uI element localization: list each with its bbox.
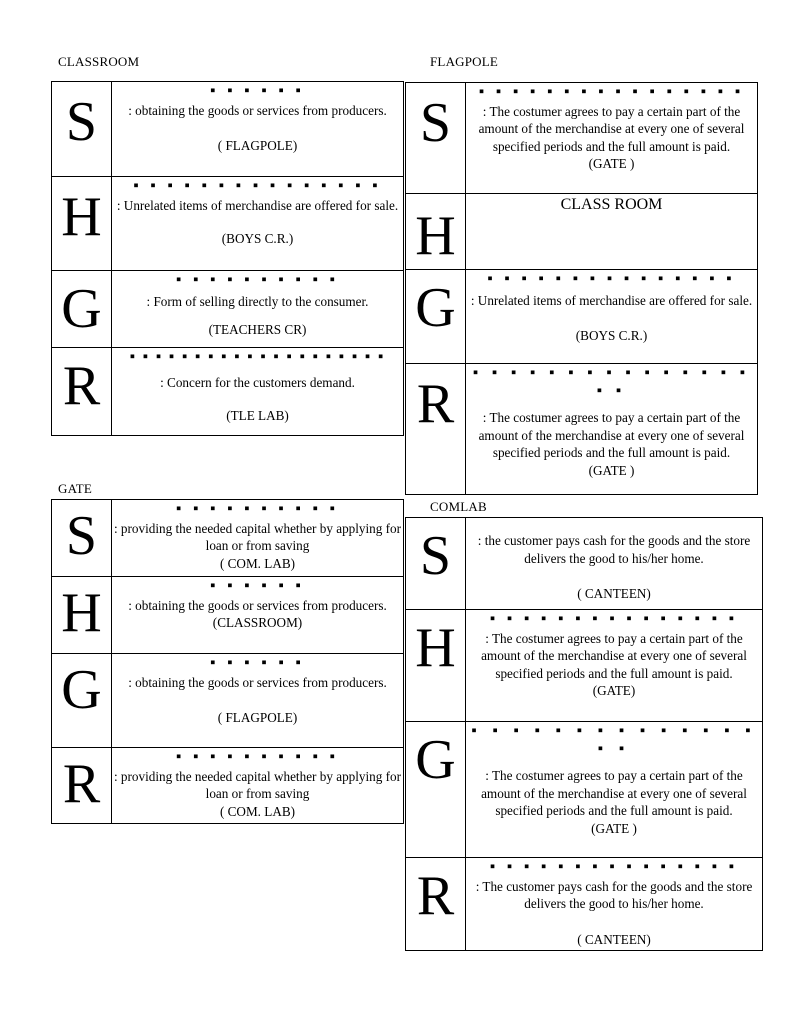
clue-text: : the customer pays cash for the goods and the store delivers the good to his/her home. <box>477 533 751 566</box>
letter-cell: S <box>52 82 112 177</box>
answer-blank-dots: ▪ ▪ ▪ ▪ ▪ ▪ ▪ ▪ ▪ ▪ ▪ ▪ ▪ ▪ ▪ <box>487 271 736 287</box>
answer-blank-dots: ▪ ▪ ▪ ▪ ▪ ▪ <box>210 83 305 99</box>
comlab-table <box>405 517 763 951</box>
clue-cell <box>112 500 404 577</box>
answer-blank-dots: ▪ ▪ ▪ ▪ ▪ ▪ <box>210 655 305 671</box>
letter-cell: S <box>52 500 112 577</box>
clue-text: : providing the needed capital whether by applying for loan or from saving <box>113 520 402 553</box>
answer-location: ( COM. LAB) <box>219 803 296 819</box>
classroom-table <box>51 81 404 436</box>
answer-blank-dots: ▪ ▪ ▪ ▪ ▪ ▪ ▪ ▪ ▪ ▪ ▪ ▪ ▪ ▪ ▪ ▪ <box>478 84 745 100</box>
clue-text: : Form of selling directly to the consumer. <box>146 293 369 309</box>
letter-cell: G <box>406 270 466 364</box>
answer-location: ( COM. LAB) <box>219 555 296 571</box>
section-title-classroom: CLASSROOM <box>58 54 140 69</box>
answer-location: (TEACHERS CR) <box>208 322 307 337</box>
clue-cell <box>112 177 404 271</box>
answer-location: (GATE) <box>592 683 636 698</box>
clue-text: : The customer pays cash for the goods and the store delivers the good to his/her home. <box>475 878 753 911</box>
answer-location: (GATE ) <box>588 462 635 478</box>
letter-cell: S <box>406 83 466 194</box>
answer-blank-dots: ▪ ▪ ▪ ▪ ▪ ▪ ▪ ▪ ▪ ▪ ▪ ▪ ▪ ▪ ▪ <box>489 859 739 875</box>
clue-text: : providing the needed capital whether by applying for loan or from saving <box>113 768 402 801</box>
answer-location: ( CANTEEN) <box>577 931 651 947</box>
clue-text: CLASS ROOM <box>560 196 663 213</box>
answer-location: (GATE ) <box>588 156 635 171</box>
letter-cell: H <box>406 194 466 270</box>
section-title-gate: GATE <box>58 481 93 496</box>
clue-text: : The costumer agrees to pay a certain part of the amount of the merchandise at every one of several specified periods and the full amount is paid. <box>478 410 745 460</box>
letter-cell: R <box>52 348 112 436</box>
letter-cell: G <box>52 654 112 748</box>
answer-blank-dots: ▪ ▪ ▪ ▪ ▪ ▪ ▪ ▪ ▪ ▪ <box>176 749 339 765</box>
clue-text: : obtaining the goods or services from producers. <box>128 597 387 613</box>
letter-cell: R <box>52 748 112 824</box>
clue-cell <box>466 722 763 858</box>
clue-cell <box>466 858 763 951</box>
clue-cell <box>466 83 758 194</box>
answer-location: (CLASSROOM) <box>212 615 303 630</box>
clue-cell <box>466 610 763 722</box>
answer-blank-dots: ▪ ▪ ▪ ▪ ▪ ▪ ▪ ▪ ▪ ▪ <box>176 272 339 288</box>
answer-blank-dots: ▪ ▪ ▪ ▪ ▪ ▪ <box>210 578 305 594</box>
answer-location: (TLE LAB) <box>226 408 289 423</box>
flagpole-table <box>405 82 758 495</box>
section-title-comlab: COMLAB <box>430 499 487 514</box>
section-title-flagpole: FLAGPOLE <box>430 54 499 69</box>
letter-cell: H <box>52 577 112 654</box>
clue-cell <box>466 270 758 364</box>
clue-cell <box>466 364 758 495</box>
answer-location: (BOYS C.R.) <box>575 328 648 343</box>
answer-location: ( CANTEEN) <box>577 586 651 601</box>
clue-text: : The costumer agrees to pay a certain part of the amount of the merchandise at every one of several specified periods and the full amount is paid. <box>478 103 745 154</box>
answer-location: (GATE ) <box>591 820 637 836</box>
clue-cell <box>466 194 758 270</box>
letter-cell: G <box>406 722 466 858</box>
clue-cell <box>112 348 404 436</box>
clue-text: : Concern for the customers demand. <box>160 374 355 390</box>
clue-cell <box>112 271 404 348</box>
letter-cell: H <box>406 610 466 722</box>
answer-location: ( FLAGPOLE) <box>217 138 298 153</box>
clue-cell <box>112 82 404 177</box>
clue-cell <box>112 654 404 748</box>
clue-cell <box>112 577 404 654</box>
letter-cell: R <box>406 364 466 495</box>
clue-text: : The costumer agrees to pay a certain part of the amount of the merchandise at every one of several specified periods and the full amount is paid. <box>481 768 747 818</box>
answer-blank-dots: ▪ ▪ ▪ ▪ ▪ ▪ ▪ ▪ ▪ ▪ ▪ ▪ ▪ ▪ ▪ ▪ <box>471 723 757 757</box>
answer-location: ( FLAGPOLE) <box>217 710 298 725</box>
letter-cell: G <box>52 271 112 348</box>
clue-text: : Unrelated items of merchandise are offered for sale. <box>116 197 399 213</box>
clue-text: : obtaining the goods or services from producers. <box>128 674 387 690</box>
answer-blank-dots: ▪ ▪ ▪ ▪ ▪ ▪ ▪ ▪ ▪ ▪ ▪ ▪ ▪ ▪ ▪ <box>489 611 739 627</box>
clue-text: : The costumer agrees to pay a certain part of the amount of the merchandise at every one of several specified periods and the full amount is paid. <box>481 630 747 681</box>
answer-blank-dots: ▪ ▪ ▪ ▪ ▪ ▪ ▪ ▪ ▪ ▪ ▪ ▪ ▪ ▪ ▪ ▪ ▪ ▪ ▪ ▪ <box>129 349 386 365</box>
answer-blank-dots: ▪ ▪ ▪ ▪ ▪ ▪ ▪ ▪ ▪ ▪ ▪ ▪ ▪ ▪ ▪ ▪ ▪ <box>472 365 751 399</box>
letter-cell: H <box>52 177 112 271</box>
clue-cell <box>466 518 763 610</box>
gate-table <box>51 499 404 824</box>
answer-blank-dots: ▪ ▪ ▪ ▪ ▪ ▪ ▪ ▪ ▪ ▪ ▪ ▪ ▪ ▪ ▪ <box>133 178 382 194</box>
clue-text: : obtaining the goods or services from producers. <box>128 102 387 118</box>
clue-text: : Unrelated items of merchandise are offered for sale. <box>470 292 753 308</box>
answer-blank-dots: ▪ ▪ ▪ ▪ ▪ ▪ ▪ ▪ ▪ ▪ <box>176 501 339 517</box>
letter-cell: S <box>406 518 466 610</box>
clue-cell <box>112 748 404 824</box>
answer-location: (BOYS C.R.) <box>221 231 294 246</box>
letter-cell: R <box>406 858 466 951</box>
